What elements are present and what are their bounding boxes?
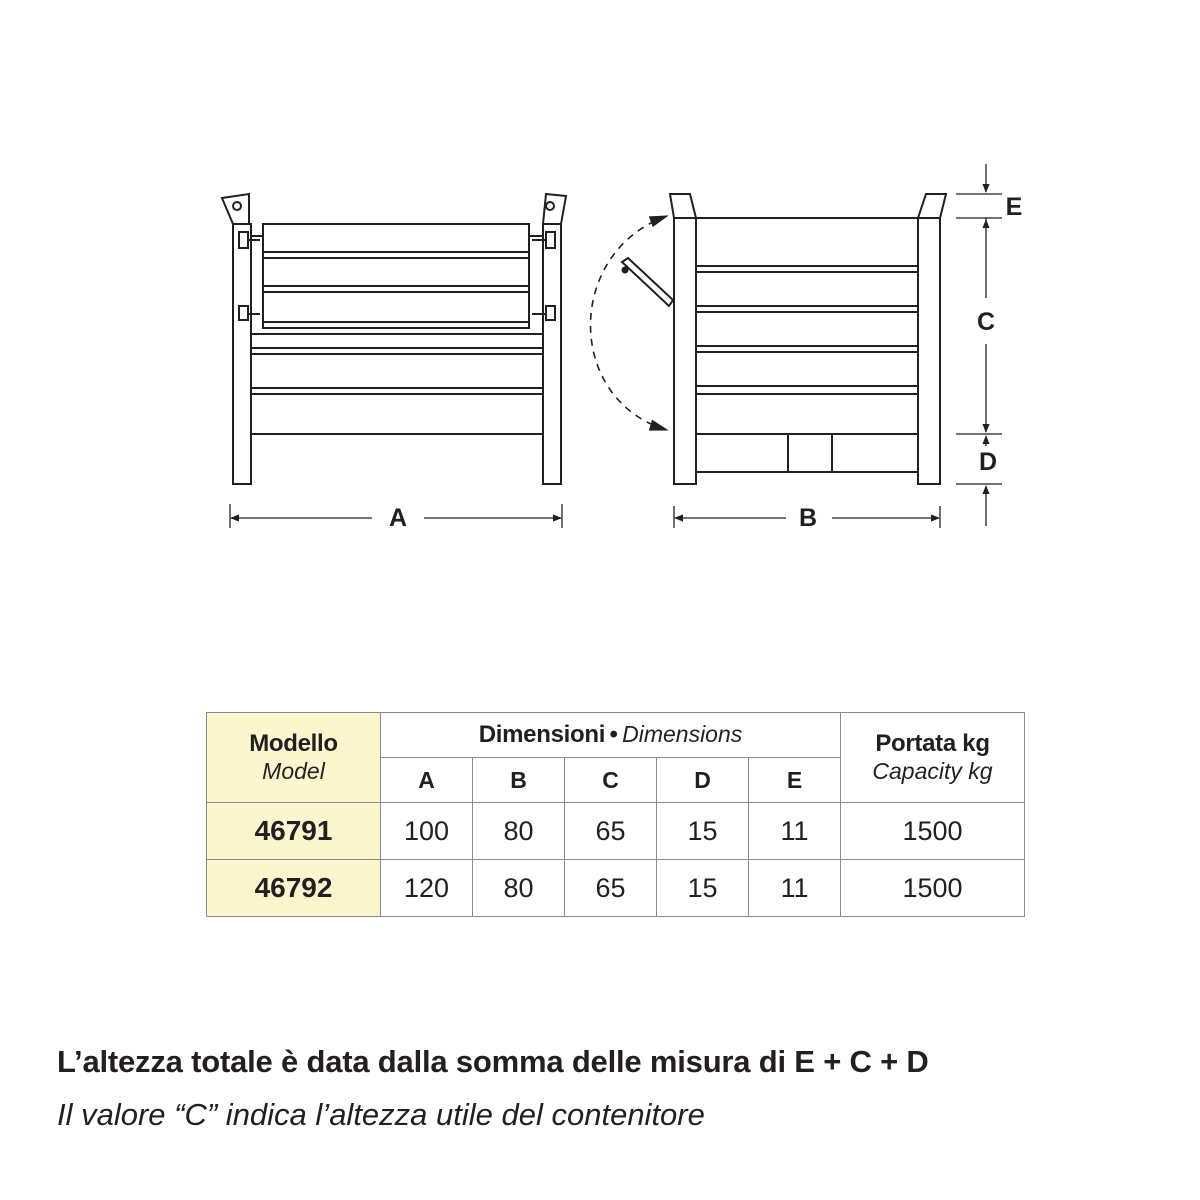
dimension-label-d: D <box>978 448 998 476</box>
total-height-note: L’altezza totale è data dalla somma delle misura di E + C + D <box>57 1044 929 1079</box>
value-cell-e: 11 <box>749 860 841 917</box>
dimensions-separator: • <box>609 721 618 748</box>
capacity-cell: 1500 <box>841 860 1025 917</box>
value-cell-b: 80 <box>473 860 565 917</box>
column-header-d: D <box>657 758 749 803</box>
model-cell: 46792 <box>207 860 381 917</box>
dimensions-header: Dimensioni <box>478 721 606 748</box>
table-header-row <box>207 713 1025 758</box>
side-view <box>622 194 946 484</box>
model-cell: 46791 <box>207 803 381 860</box>
swing-arc <box>591 216 668 430</box>
value-cell-c: 65 <box>565 860 657 917</box>
column-header-a: A <box>381 758 473 803</box>
useful-height-note: Il valore “C” indica l’altezza utile del contenitore <box>57 1097 705 1132</box>
capacity-header-cell <box>841 713 1025 803</box>
column-header-b: B <box>473 758 565 803</box>
hinge-pin <box>622 267 629 274</box>
model-header: Modello <box>249 730 338 757</box>
table-row <box>207 860 1025 917</box>
dimensions-header-cell <box>381 713 841 758</box>
value-cell-e: 11 <box>749 803 841 860</box>
value-cell-a: 100 <box>381 803 473 860</box>
value-cell-d: 15 <box>657 803 749 860</box>
dimensions-header-en: Dimensions <box>622 721 743 747</box>
value-cell-a: 120 <box>381 860 473 917</box>
dimension-label-b: B <box>798 504 818 532</box>
model-header-en: Model <box>262 758 325 784</box>
column-header-e: E <box>749 758 841 803</box>
capacity-cell: 1500 <box>841 803 1025 860</box>
value-cell-d: 15 <box>657 860 749 917</box>
capacity-header: Portata kg <box>875 730 990 757</box>
value-cell-c: 65 <box>565 803 657 860</box>
table-row <box>207 803 1025 860</box>
dimension-label-c: C <box>976 308 996 336</box>
spec-table <box>206 712 1025 917</box>
value-cell-b: 80 <box>473 803 565 860</box>
dimension-label-a: A <box>388 504 408 532</box>
model-header-cell <box>207 713 381 803</box>
dimension-label-e: E <box>1005 193 1023 221</box>
capacity-header-en: Capacity kg <box>872 758 993 784</box>
column-header-c: C <box>565 758 657 803</box>
front-view <box>222 194 566 484</box>
